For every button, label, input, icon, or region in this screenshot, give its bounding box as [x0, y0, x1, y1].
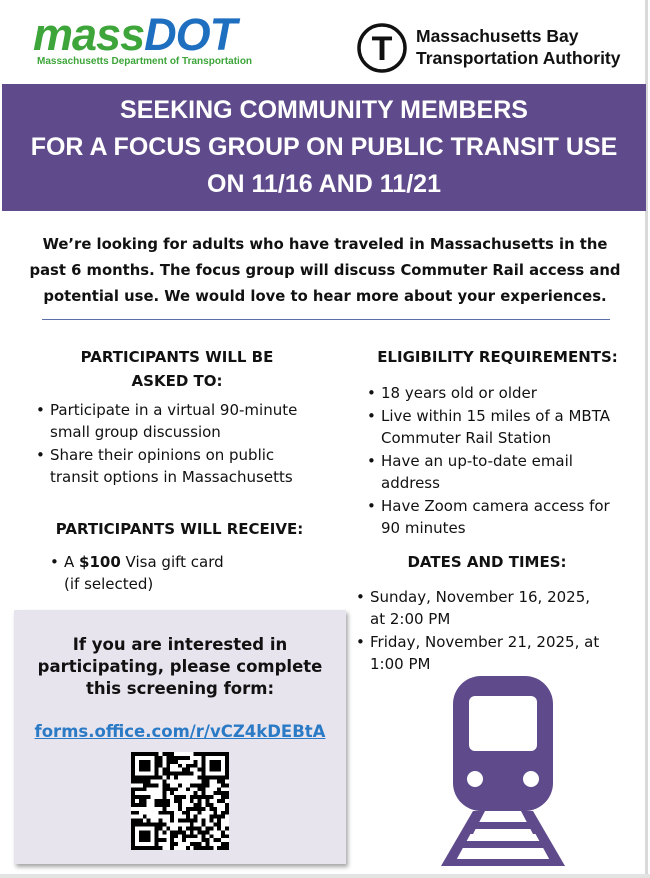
intro-text: We’re looking for adults who have traveled in Massachusetts in the past 6 months. The focus group will discuss Commuter Rail access and potential use. We would love to hear more about your experiences.	[29, 236, 621, 305]
callout-text: If you are interested in participating, please complete this screening form:	[37, 635, 323, 698]
mbta-name: Massachusetts Bay Transportation Authority	[416, 26, 621, 68]
mbta-t-logo-icon	[357, 23, 407, 73]
banner-line-1: SEEKING COMMUNITY MEMBERS	[120, 96, 528, 124]
eligibility-list	[367, 382, 642, 540]
dates-list	[356, 586, 641, 676]
list-item: • Have an up-to-date email address	[367, 450, 642, 494]
list-item: • 18 years old or older	[367, 382, 642, 404]
list-item: • Live within 15 miles of a MBTA Commuter Rail Station	[367, 405, 642, 449]
list-item: • Participate in a virtual 90-minute small group discussion	[36, 399, 346, 443]
banner-line-3: ON 11/16 AND 11/21	[207, 170, 441, 198]
train-icon	[441, 676, 565, 866]
asked-to-heading: PARTICIPANTS WILL BE ASKED TO:	[80, 348, 274, 390]
massdot-logo	[33, 9, 253, 67]
screening-form-link[interactable]: forms.office.com/r/vCZ4kDEBtA	[34, 722, 326, 741]
list-item: • Friday, November 21, 2025, at 1:00 PM	[356, 631, 641, 675]
title-banner	[2, 84, 646, 211]
list-item: • Sunday, November 16, 2025, at 2:00 PM	[356, 586, 641, 630]
section-divider	[42, 319, 610, 320]
receive-heading: PARTICIPANTS WILL RECEIVE:	[55, 520, 304, 538]
gift-amount: $100	[79, 553, 121, 571]
list-item: • Share their opinions on public transit options in Massachusetts	[36, 444, 346, 488]
banner-line-2: FOR A FOCUS GROUP ON PUBLIC TRANSIT USE	[30, 133, 618, 161]
page-edge-bottom	[0, 874, 650, 878]
list-item: • Have Zoom camera access for 90 minutes	[367, 495, 642, 539]
eligibility-heading: ELIGIBILITY REQUIREMENTS:	[377, 348, 618, 366]
receive-list	[50, 551, 310, 596]
massdot-wordmark: massDOT	[33, 9, 237, 60]
asked-to-list	[36, 399, 346, 489]
qr-code-icon[interactable]	[131, 752, 229, 850]
massdot-subtitle: Massachusetts Department of Transportation	[37, 56, 253, 67]
dates-heading: DATES AND TIMES:	[407, 553, 567, 571]
list-item: • A $100 Visa gift card (if selected)	[50, 551, 310, 595]
svg-text:T: T	[371, 30, 393, 68]
